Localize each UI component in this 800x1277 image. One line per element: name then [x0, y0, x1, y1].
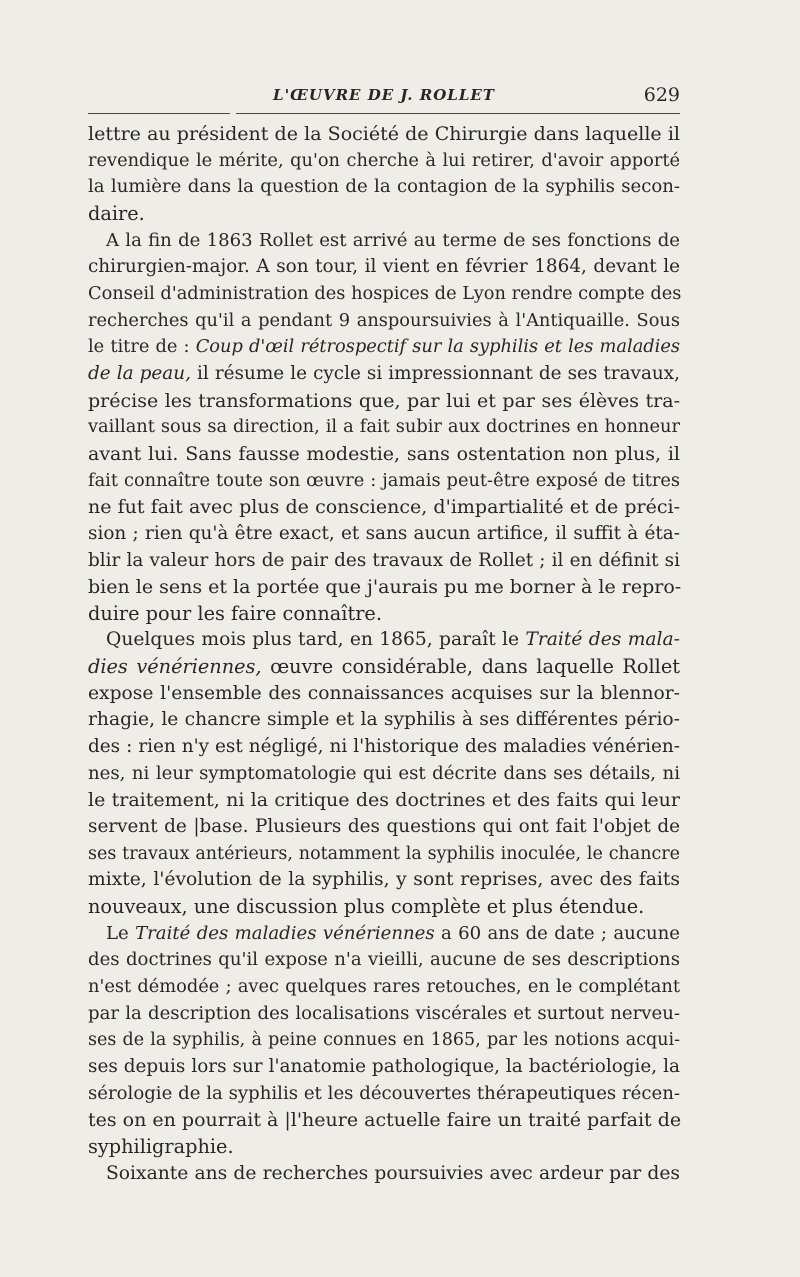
- text-line: des : rien n'y est négligé, ni l'historique des maladies vénérien-: [88, 736, 680, 758]
- text-line: rhagie, le chancre simple et la syphilis à ses différentes pério-: [88, 709, 680, 731]
- text-line: blir la valeur hors de pair des travaux de Rollet ; il en définit si: [88, 549, 680, 571]
- text-line: vaillant sous sa direction, il a fait subir aux doctrines en honneur: [88, 416, 680, 438]
- italic-title: dies vénériennes,: [88, 655, 262, 679]
- text-line: syphiligraphie.: [88, 1134, 234, 1158]
- header-rule-right: [236, 113, 680, 114]
- text-line: n'est démodée ; avec quelques rares retouches, en le complétant: [88, 976, 680, 997]
- text-line: [88, 361, 680, 388]
- running-title: L'ŒUVRE DE J. ROLLET: [273, 86, 495, 104]
- text-line: nes, ni leur symptomatologie qui est décrite dans ses détails, ni: [88, 762, 680, 784]
- text-line: [88, 921, 680, 948]
- text-line: précise les transformations que, par lui et par ses élèves tra-: [88, 389, 680, 412]
- italic-title: de la peau,: [88, 362, 191, 384]
- text-line: [88, 627, 680, 654]
- text-line: [88, 334, 680, 361]
- text-line: bien le sens et la portée que j'aurais pu me borner à le repro-: [88, 576, 682, 599]
- text-line: daire.: [88, 201, 145, 225]
- text-line: revendique le mérite, qu'on cherche à lui retirer, d'avoir apporté: [88, 149, 680, 171]
- text-line: nouveaux, une discussion plus complète et plus étendue.: [88, 895, 645, 919]
- text-line: Conseil d'administration des hospices de Lyon rendre compte des: [88, 282, 682, 304]
- text-run: Quelques mois plus tard, en 1865, paraît le: [106, 629, 520, 651]
- text-line: sérologie de la syphilis et les découvertes thérapeutiques récen-: [88, 1082, 680, 1104]
- body-text: [88, 121, 680, 1187]
- italic-title: Traité des mala-: [525, 629, 680, 651]
- text-line: le traitement, ni la critique des doctrines et des faits qui leur: [88, 789, 680, 812]
- text-line: par la description des localisations viscérales et surtout nerveu-: [88, 1002, 680, 1024]
- text-run: le titre de :: [88, 336, 190, 358]
- text-run: Le: [106, 922, 129, 944]
- text-line: sion ; rien qu'à être exact, et sans aucun artifice, il suffit à éta-: [88, 522, 680, 544]
- text-run: a 60 ans de date ; aucune: [440, 922, 680, 944]
- text-line: duire pour les faire connaître.: [88, 601, 382, 625]
- text-line: Soixante ans de recherches poursuivies avec ardeur par des: [106, 1162, 680, 1184]
- text-line: chirurgien-major. A son tour, il vient en février 1864, devant le: [88, 256, 680, 278]
- text-line: A la fin de 1863 Rollet est arrivé au terme de ses fonctions de: [106, 229, 680, 251]
- text-line: la lumière dans la question de la contagion de la syphilis secon-: [88, 176, 680, 198]
- text-run: œuvre considérable, dans laquelle Rollet: [270, 655, 681, 679]
- text-line: recherches qu'il a pendant 9 anspoursuivies à l'Antiquaille. Sous: [88, 309, 680, 331]
- text-line: fait connaître toute son œuvre : jamais peut-être exposé de titres: [88, 469, 680, 491]
- italic-title: Coup d'œil rétrospectif sur la syphilis et les maladies: [195, 336, 681, 358]
- page-header: [88, 82, 680, 110]
- text-line: avant lui. Sans fausse modestie, sans ostentation non plus, il: [88, 442, 680, 465]
- text-line: mixte, l'évolution de la syphilis, y sont reprises, avec des faits: [88, 869, 680, 891]
- text-line: ses travaux antérieurs, notamment la syphilis inoculée, le chancre: [88, 843, 680, 864]
- text-line: tes on en pourrait à |l'heure actuelle faire un traité parfait de: [88, 1109, 682, 1132]
- text-line: lettre au président de la Société de Chirurgie dans laquelle il: [88, 123, 680, 145]
- text-line: [88, 654, 680, 681]
- text-line: ses depuis lors sur l'anatomie pathologique, la bactériologie, la: [88, 1055, 680, 1077]
- text-line: ne fut fait avec plus de conscience, d'impartialité et de préci-: [88, 496, 680, 519]
- text-line: servent de |base. Plusieurs des questions qui ont fait l'objet de: [88, 816, 680, 838]
- text-line: expose l'ensemble des connaissances acquises sur la blennor-: [88, 682, 680, 704]
- text-line: ses de la syphilis, à peine connues en 1865, par les notions acqui-: [88, 1030, 680, 1051]
- italic-title: Traité des maladies vénériennes: [135, 922, 435, 944]
- page-number: 629: [643, 84, 680, 106]
- header-rule-left: [88, 113, 230, 114]
- text-line: des doctrines qu'il expose n'a vieilli, aucune de ses descriptions: [88, 949, 680, 971]
- text-run: il résume le cycle si impressionnant de ses travaux,: [197, 362, 680, 384]
